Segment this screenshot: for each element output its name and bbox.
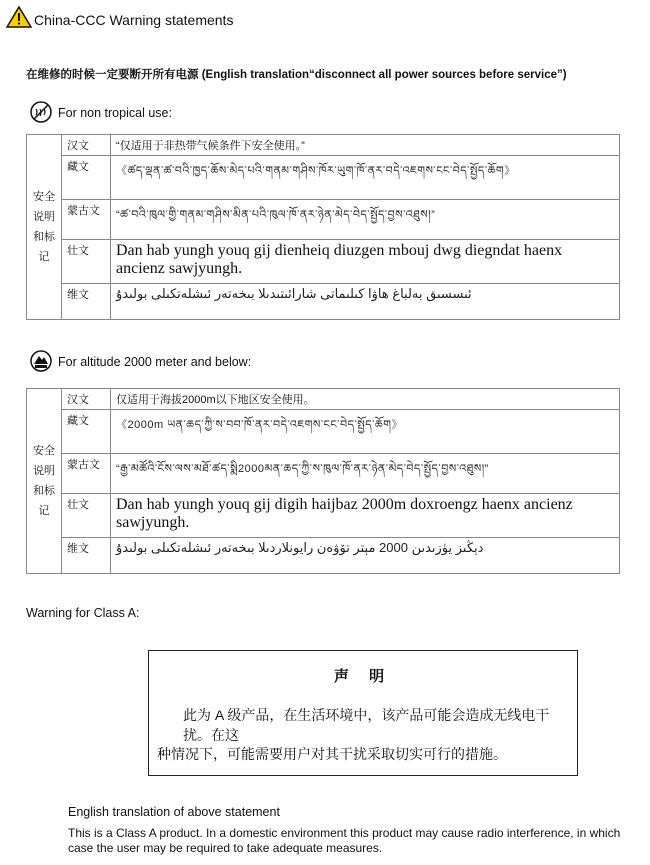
statement-cell: Dan hab yungh youq gij digih haijbaz 2000m doxroengz haenx ancienz sawjyungh. [111,494,620,538]
statement-line-1: 此为 A 级产品，在生活环境中，该产品可能会造成无线电干扰。在这 [183,707,550,743]
statement-cell: Dan hab yungh youq gij dienheiq diuzgen mbouj dwg diegndat haenx ancienz sawjyungh. [111,240,620,284]
disconnect-power-statement: 在维修的时候一定要断开所有电源 (English translation“disconnect all power sources before service”) [26,69,567,81]
non-tropical-icon [30,101,52,123]
lang-cell: 蒙古文 [62,200,111,240]
lang-cell: 壮文 [62,494,111,538]
statement-cell: 《ཚད་ལྡན་ཚ་བའི་ཁྱད་ཆོས་མེད་པའི་གནམ་གཤིས་ཁོར་ཡུག་ཁོ་ནར་བདེ་འཇགས་ངང་བེད་སྤྱོད་ཆོག》 [111,156,620,200]
lang-cell: 汉文 [62,135,111,156]
statement-cell: “རྒྱ་མཚོའི་ངོས་ལས་མཐོ་ཚད་སྨི2000མན་ཆད་ཀྱི་ས་ཁུལ་ཁོ་ནར་ཉེན་མེད་བེད་སྤྱོད་བྱས་འཐུས།” [111,454,620,494]
lang-cell: 藏文 [62,410,111,454]
class-a-statement-box [148,650,578,776]
non-tropical-table [26,134,620,320]
warning-triangle-icon [6,6,32,28]
page-title: China-CCC Warning statements [34,12,234,28]
lang-cell: 维文 [62,284,111,320]
class-a-heading: Warning for Class A: [26,606,140,620]
statement-cell: 《2000m ཡན་ཆད་ཀྱི་ས་བབ་ཁོ་ནར་བདེ་འཇགས་ངང་བེད་སྤྱོད་ཆོག》 [111,410,620,454]
altitude-2000m-icon [30,350,52,372]
statement-title: 声 明 [333,668,393,685]
statement-cell: دېڭىز يۈزىدىن 2000 مېتر تۆۋەن رايونلاردىلا بىخەتەر ئىشلەتكىلى بولىدۇ [111,538,620,574]
side-label: 安全 说明 和标 记 [27,135,62,320]
statement-cell: 仅适用于海拔2000m以下地区安全使用。 [111,389,620,410]
non-tropical-label: For non tropical use: [58,106,172,120]
altitude-table [26,388,620,574]
english-translation-body: This is a Class A product. In a domestic environment this product may cause radio interference, in which case the user may be required to take adequate measures. [68,826,621,855]
lang-cell: 藏文 [62,156,111,200]
lang-cell: 汉文 [62,389,111,410]
side-label: 安全 说明 和标 记 [27,389,62,574]
statement-cell: “仅适用于非热带气候条件下安全使用。” [111,135,620,156]
lang-cell: 蒙古文 [62,454,111,494]
statement-cell: ئىسسىق بەلباغ ھاۋا كىلىماتى شارائىتىدىلا بىخەتەر ئىشلەتكىلى بولىدۇ [111,284,620,320]
lang-cell: 维文 [62,538,111,574]
statement-line-2: 种情况下，可能需要用户对其干扰采取切实可行的措施。 [157,746,507,762]
statement-cell: “ཚ་བའི་ཁུལ་གྱི་གནམ་གཤིས་མིན་པའི་ཁུལ་ཁོ་ནར་ཉེན་མེད་བེད་སྤྱོད་བྱས་འཐུས།” [111,200,620,240]
lang-cell: 壮文 [62,240,111,284]
altitude-label: For altitude 2000 meter and below: [58,355,252,369]
english-translation-heading: English translation of above statement [68,805,280,819]
